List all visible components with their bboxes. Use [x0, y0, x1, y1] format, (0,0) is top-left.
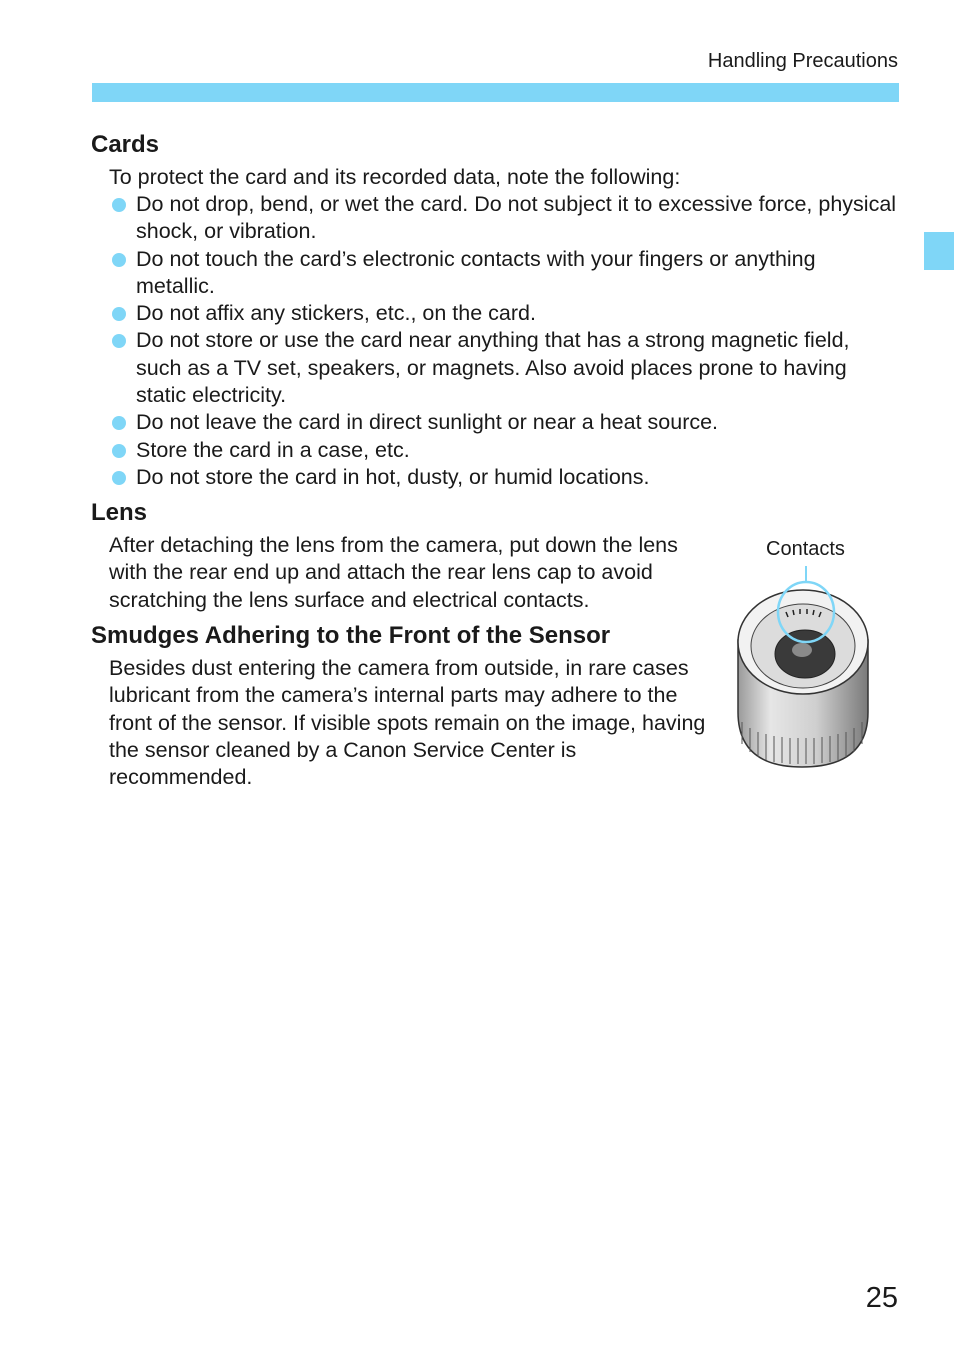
page-number: 25 — [865, 1282, 898, 1314]
list-item: Do not drop, bend, or wet the card. Do not subject it to excessive force, physical shock, or vibration. — [109, 191, 899, 246]
bullet-icon — [112, 307, 126, 321]
lens-body: After detaching the lens from the camera, put down the lens with the rear end up and attach the rear lens cap to avoid scratching the lens surface and electrical contacts. — [109, 533, 678, 612]
sensor-body: Besides dust entering the camera from outside, in rare cases lubricant from the camera’s internal parts may adhere to the front of the sensor. If visible spots remain on the image, having the sensor cleaned by a Canon Service Center is recommended. — [109, 656, 706, 790]
cards-intro: To protect the card and its recorded data, note the following: — [109, 165, 681, 189]
list-item: Do not affix any stickers, etc., on the card. — [109, 300, 899, 327]
contacts-label: Contacts — [766, 538, 845, 560]
bullet-icon — [112, 444, 126, 458]
sensor-heading: Smudges Adhering to the Front of the Sensor — [91, 622, 611, 649]
list-item: Do not touch the card’s electronic contacts with your fingers or anything metallic. — [109, 246, 899, 301]
bullet-icon — [112, 253, 126, 267]
list-item: Store the card in a case, etc. — [109, 437, 899, 464]
bullet-icon — [112, 198, 126, 212]
bullet-icon — [112, 471, 126, 485]
bullet-icon — [112, 334, 126, 348]
list-item: Do not leave the card in direct sunlight or near a heat source. — [109, 409, 899, 436]
chapter-tab-marker — [924, 232, 954, 270]
running-header: Handling Precautions — [707, 50, 898, 72]
cards-bullet-list — [109, 191, 899, 491]
lens-rear-illustration — [730, 562, 875, 774]
list-item: Do not store the card in hot, dusty, or humid locations. — [109, 464, 899, 491]
rear-element-highlight — [792, 643, 812, 657]
bullet-icon — [112, 416, 126, 430]
header-accent-bar — [92, 83, 899, 102]
lens-heading: Lens — [91, 499, 148, 526]
cards-heading: Cards — [91, 131, 160, 158]
list-item: Do not store or use the card near anything that has a strong magnetic field, such as a TV set, speakers, or magnets. Also avoid places prone to having static electricity. — [109, 327, 899, 409]
